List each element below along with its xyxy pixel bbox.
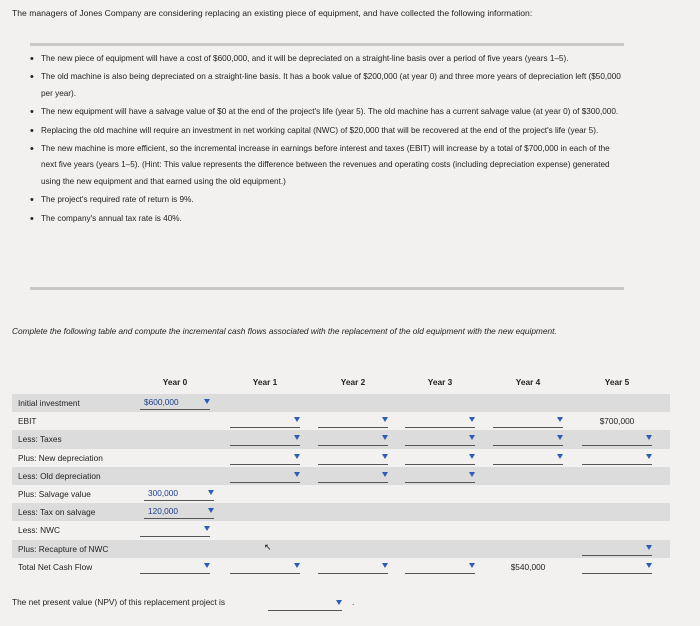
npv-dropdown[interactable] [268, 598, 342, 611]
nwc-y0-dropdown[interactable] [140, 524, 210, 537]
caret-down-icon [469, 417, 475, 422]
row-label: Initial investment [18, 398, 80, 408]
caret-down-icon [646, 545, 652, 550]
row-new-depreciation [12, 449, 670, 467]
recapture-y5-dropdown[interactable] [582, 543, 652, 556]
row-salvage-value [12, 485, 670, 503]
row-label: Plus: Recapture of NWC [18, 543, 109, 554]
instruction-text: Complete the following table and compute the incremental cash flows associated with the replacement of the old equipment with the new equipment. [12, 326, 557, 336]
row-label: Plus: New depreciation [18, 452, 103, 463]
caret-down-icon [469, 454, 475, 459]
row-recapture-nwc [12, 540, 670, 558]
npv-period: . [352, 597, 355, 607]
row-label: Total Net Cash Flow [18, 561, 93, 572]
new-dep-y1-dropdown[interactable] [230, 452, 300, 465]
caret-down-icon [469, 435, 475, 440]
old-dep-y1-dropdown[interactable] [230, 470, 300, 483]
info-item: • The old machine is also being depreciated on a straight-line basis. It has a book value of $200,000 (at year 0) and three more years of depreciation left ($50,000 per year). [28, 69, 626, 102]
caret-down-icon [204, 563, 210, 568]
year-2-header: Year 2 [340, 377, 366, 387]
caret-down-icon [646, 454, 652, 459]
caret-down-icon [646, 435, 652, 440]
mouse-cursor-icon: ↖ [264, 541, 272, 552]
info-item: • The new equipment will have a salvage value of $0 at the end of the project's life (year 5). The old machine has a current salvage value (at year 0) of $300,000. [28, 104, 626, 120]
caret-down-icon [382, 454, 388, 459]
caret-down-icon [336, 600, 342, 605]
table-header [12, 372, 670, 394]
row-label: Less: Tax on salvage [18, 507, 96, 518]
caret-down-icon [294, 472, 300, 477]
new-dep-y5-dropdown[interactable] [582, 452, 652, 465]
ebit-y1-dropdown[interactable] [230, 415, 300, 428]
caret-down-icon [294, 563, 300, 568]
initial-investment-y0-dropdown[interactable] [140, 397, 210, 410]
bottom-divider [30, 287, 624, 290]
caret-down-icon [382, 435, 388, 440]
caret-down-icon [469, 472, 475, 477]
ebit-y4-dropdown[interactable] [493, 415, 563, 428]
npv-text: The net present value (NPV) of this replacement project is [12, 597, 226, 607]
taxes-y4-dropdown[interactable] [493, 433, 563, 446]
caret-down-icon [294, 435, 300, 440]
row-label: Less: Taxes [18, 434, 62, 445]
caret-down-icon [208, 508, 214, 513]
dropdown-value: $600,000 [144, 397, 179, 407]
year-0-header: Year 0 [162, 377, 188, 387]
taxes-y2-dropdown[interactable] [318, 433, 388, 446]
caret-down-icon [294, 417, 300, 422]
caret-down-icon [294, 454, 300, 459]
row-label: EBIT [18, 416, 37, 427]
ebit-y2-dropdown[interactable] [318, 415, 388, 428]
salvage-y0-dropdown[interactable] [144, 488, 214, 501]
new-dep-y2-dropdown[interactable] [318, 452, 388, 465]
total-y5-dropdown[interactable] [582, 561, 652, 574]
dropdown-value: 300,000 [148, 487, 178, 498]
year-1-header: Year 1 [252, 377, 278, 387]
intro-text: The managers of Jones Company are considering replacing an existing piece of equipment, and have collected the following information: [12, 8, 533, 18]
total-y3-dropdown[interactable] [405, 561, 475, 574]
total-y0-dropdown[interactable] [140, 561, 210, 574]
tax-salvage-y0-dropdown[interactable] [144, 506, 214, 519]
caret-down-icon [382, 563, 388, 568]
row-initial-investment [12, 394, 670, 412]
new-dep-y3-dropdown[interactable] [405, 452, 475, 465]
caret-down-icon [646, 563, 652, 568]
new-dep-y4-dropdown[interactable] [493, 452, 563, 465]
dropdown-value: 120,000 [148, 506, 178, 517]
taxes-y3-dropdown[interactable] [405, 433, 475, 446]
ebit-y5-value: $700,000 [599, 416, 635, 427]
caret-down-icon [469, 563, 475, 568]
year-4-header: Year 4 [515, 377, 541, 387]
row-old-depreciation [12, 467, 670, 485]
info-item: • The new machine is more efficient, so the incremental increase in earnings before interest and taxes (EBIT) will increase by a total of $700,000 in each of the next five years (years 1–5). (Hint: This value represents the difference between the revenues and operating costs (including depreciation expense) generated using the new equipment and that earned using the old equipment.) [28, 141, 626, 190]
caret-down-icon [557, 417, 563, 422]
taxes-y1-dropdown[interactable] [230, 433, 300, 446]
row-label: Less: Old depreciation [18, 470, 101, 481]
taxes-y5-dropdown[interactable] [582, 433, 652, 446]
caret-down-icon [208, 490, 214, 495]
caret-down-icon [382, 472, 388, 477]
info-item: • Replacing the old machine will require an investment in net working capital (NWC) of $20,000 that will be recovered at the end of the project's life (year 5). [28, 123, 626, 139]
caret-down-icon [204, 399, 210, 404]
year-5-header: Year 5 [604, 377, 630, 387]
info-list [28, 51, 626, 229]
row-label: Plus: Salvage value [18, 488, 91, 499]
info-item: • The company's annual tax rate is 40%. [28, 211, 626, 227]
row-ebit [12, 412, 670, 430]
cash-flow-table [12, 372, 670, 576]
total-y2-dropdown[interactable] [318, 561, 388, 574]
caret-down-icon [204, 526, 210, 531]
info-item: • The new piece of equipment will have a cost of $600,000, and it will be depreciated on a straight-line basis over a period of five years (years 1–5). [28, 51, 626, 67]
year-3-header: Year 3 [427, 377, 453, 387]
top-divider [30, 43, 624, 46]
row-total-net-cash-flow [12, 558, 670, 576]
caret-down-icon [382, 417, 388, 422]
row-taxes [12, 430, 670, 448]
total-y1-dropdown[interactable] [230, 561, 300, 574]
old-dep-y2-dropdown[interactable] [318, 470, 388, 483]
row-label: Less: NWC [18, 525, 60, 536]
info-item: • The project's required rate of return is 9%. [28, 192, 626, 208]
row-tax-on-salvage [12, 503, 670, 521]
old-dep-y3-dropdown[interactable] [405, 470, 475, 483]
caret-down-icon [557, 454, 563, 459]
caret-down-icon [557, 435, 563, 440]
ebit-y3-dropdown[interactable] [405, 415, 475, 428]
row-nwc [12, 521, 670, 539]
total-y4-value: $540,000 [510, 561, 546, 572]
